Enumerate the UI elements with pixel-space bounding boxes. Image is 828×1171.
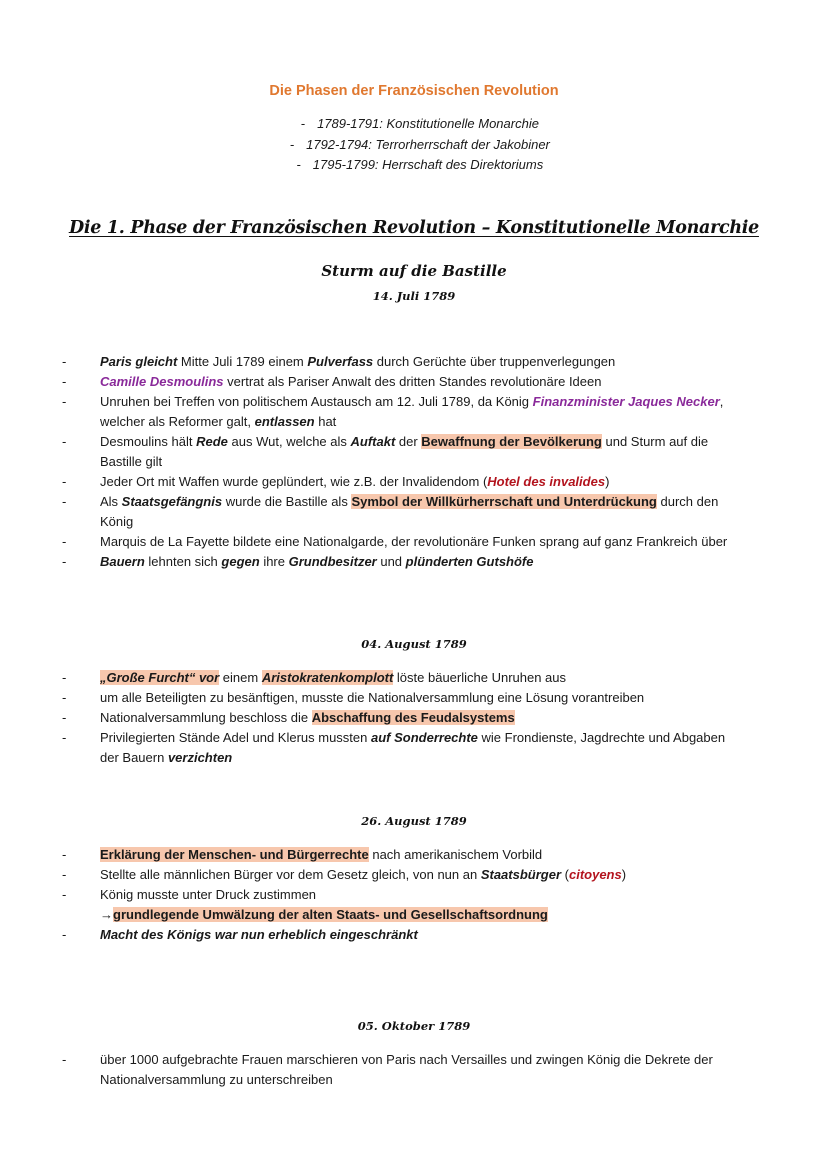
date-heading-october5: 05. Oktober 1789 bbox=[357, 1019, 471, 1033]
text-span: Bauern bbox=[100, 554, 145, 569]
phase-item bbox=[0, 155, 828, 176]
list-item bbox=[62, 885, 782, 925]
text-span: löste bäuerliche Unruhen aus bbox=[393, 670, 567, 685]
text-span: plünderten Gutshöfe bbox=[405, 554, 534, 569]
text-span: Pulverfass bbox=[307, 354, 374, 369]
text-span: 1789-1791: Konstitutionelle Monarchie bbox=[317, 116, 539, 131]
highlight: „Große Furcht“ vor bbox=[100, 670, 220, 685]
list-item bbox=[62, 668, 782, 688]
text-span: Finanzminister Jaques Necker bbox=[532, 394, 720, 409]
text-span: Paris gleicht bbox=[100, 354, 178, 369]
text-span: Rede bbox=[196, 434, 228, 449]
october5-bullet-list bbox=[62, 1050, 782, 1090]
bullet-dash: - bbox=[62, 730, 67, 745]
bullet-dash: - bbox=[62, 847, 67, 862]
text-span: Camille Desmoulins bbox=[100, 374, 224, 389]
text-span: der Bauern bbox=[100, 750, 168, 765]
list-item bbox=[62, 492, 782, 532]
list-item bbox=[62, 865, 782, 885]
text-span: gegen bbox=[221, 554, 260, 569]
text-span: Auftakt bbox=[350, 434, 396, 449]
text-span: Desmoulins hält bbox=[100, 434, 197, 449]
bullet-dash: - bbox=[62, 690, 67, 705]
text-span: 1792-1794: Terrorherrschaft der Jakobiner bbox=[306, 136, 550, 152]
bullet-dash: - bbox=[296, 157, 301, 172]
bullet-dash: - bbox=[62, 434, 67, 449]
date-heading-august4: 04. August 1789 bbox=[361, 637, 467, 651]
phase-item bbox=[0, 135, 828, 156]
text-span: Jeder Ort mit Waffen wurde geplündert, wie z.B. der Invalidendom ( bbox=[100, 474, 488, 489]
highlight: Abschaffung des Feudalsystems bbox=[311, 710, 515, 725]
text-span: Stellte alle männlichen Bürger vor dem Gesetz gleich, von nun an bbox=[100, 867, 481, 882]
highlight: Symbol der Willkürherrschaft und Unterdrückung bbox=[351, 494, 657, 509]
text-span: ) bbox=[621, 867, 627, 882]
bullet-dash: - bbox=[300, 116, 306, 131]
text-span: Nationalversammlung zu unterschreiben bbox=[100, 1072, 333, 1087]
text-span: einem bbox=[219, 670, 262, 685]
text-span: und Sturm auf die bbox=[601, 434, 709, 449]
text-span: lehnten sich bbox=[144, 554, 222, 569]
bullet-dash: - bbox=[62, 887, 67, 902]
text-span: Staatsbürger bbox=[480, 867, 562, 882]
august4-bullet-list bbox=[62, 668, 782, 768]
text-span: 1795-1799: Herrschaft des Direktoriums bbox=[312, 157, 544, 172]
text-span: durch Gerüchte über truppenverlegungen bbox=[373, 354, 616, 369]
text-span: welcher als Reformer galt, bbox=[100, 414, 255, 429]
text-span: citoyens bbox=[568, 867, 622, 882]
subsection-title-bastille: Sturm auf die Bastille bbox=[321, 262, 507, 280]
text-span: Nationalversammlung beschloss die bbox=[100, 710, 312, 725]
text-span: durch den bbox=[656, 494, 719, 509]
highlight: Erklärung der Menschen- und Bürgerrechte bbox=[100, 847, 369, 862]
document-title: Die Phasen der Französischen Revolution bbox=[269, 83, 559, 99]
august26-bullet-list bbox=[62, 845, 782, 945]
list-item bbox=[62, 372, 782, 392]
bullet-dash: - bbox=[62, 474, 67, 489]
text-span: der bbox=[395, 434, 422, 449]
text-span: Bastille gilt bbox=[100, 454, 163, 469]
phase-list bbox=[0, 114, 828, 176]
bullet-dash: - bbox=[62, 354, 67, 369]
bullet-dash: - bbox=[62, 394, 67, 409]
list-item bbox=[62, 392, 782, 432]
bullet-dash: - bbox=[289, 136, 295, 152]
list-item bbox=[62, 472, 782, 492]
text-span: über 1000 aufgebrachte Frauen marschieren von Paris nach Versailles und zwingen König die Dekrete der bbox=[100, 1052, 713, 1067]
text-span: vertrat als Pariser Anwalt des dritten Standes revolutionäre Ideen bbox=[223, 374, 602, 389]
bullet-dash: - bbox=[62, 554, 67, 569]
bullet-dash: - bbox=[62, 534, 67, 549]
section-title: Die 1. Phase der Französischen Revolution – Konstitutionelle Monarchie bbox=[69, 218, 759, 238]
text-span: Macht des Königs war nun erheblich eingeschränkt bbox=[100, 927, 418, 942]
list-item bbox=[62, 532, 782, 552]
text-span: Staatsgefängnis bbox=[121, 494, 223, 509]
text-span: und bbox=[376, 554, 406, 569]
bullet-dash: - bbox=[62, 670, 67, 685]
text-span: aus Wut, welche als bbox=[227, 434, 351, 449]
date-heading-august26: 26. August 1789 bbox=[361, 814, 467, 828]
bullet-dash: - bbox=[62, 494, 67, 509]
phase-item bbox=[0, 114, 828, 135]
list-item bbox=[62, 432, 782, 472]
text-span: hat bbox=[314, 414, 337, 429]
text-span: ( bbox=[561, 867, 569, 882]
text-span: Mitte Juli 1789 einem bbox=[177, 354, 308, 369]
text-span: auf Sonderrechte bbox=[371, 730, 478, 745]
list-item bbox=[62, 708, 782, 728]
text-span: um alle Beteiligten zu besänftigen, musste die Nationalversammlung eine Lösung vorantreiben bbox=[100, 690, 645, 705]
list-item bbox=[62, 352, 782, 372]
text-span: König bbox=[100, 514, 134, 529]
text-span: Marquis de La Fayette bildete eine Nationalgarde, der revolutionäre Funken sprang auf ganz Frankreich über bbox=[100, 534, 728, 549]
list-item bbox=[62, 688, 782, 708]
bullet-dash: - bbox=[62, 867, 67, 882]
text-span: Unruhen bei Treffen von politischem Austausch am 12. Juli 1789, da König bbox=[100, 394, 533, 409]
list-item bbox=[62, 925, 782, 945]
arrow-right-icon: → bbox=[100, 907, 113, 922]
list-item bbox=[62, 552, 782, 572]
text-span: wurde die Bastille als bbox=[222, 494, 352, 509]
text-span: , bbox=[719, 394, 724, 409]
bullet-dash: - bbox=[62, 1052, 67, 1067]
bullet-dash: - bbox=[62, 710, 67, 725]
text-span: ) bbox=[605, 474, 610, 489]
date-heading-july14: 14. Juli 1789 bbox=[372, 289, 456, 303]
list-item bbox=[62, 728, 782, 768]
highlight: Aristokratenkomplott bbox=[261, 670, 394, 685]
list-item bbox=[62, 1050, 782, 1090]
text-span: König musste unter Druck zustimmen bbox=[100, 887, 317, 902]
text-span: entlassen bbox=[254, 414, 315, 429]
highlight: grundlegende Umwälzung der alten Staats- und Gesellschaftsordnung bbox=[113, 907, 548, 922]
text-span: Als bbox=[100, 494, 122, 509]
list-item bbox=[62, 845, 782, 865]
bullet-dash: - bbox=[62, 374, 67, 389]
text-span: ihre bbox=[259, 554, 289, 569]
highlight: Bewaffnung der Bevölkerung bbox=[421, 434, 602, 449]
text-span: wie Frondienste, Jagdrechte und Abgaben bbox=[477, 730, 726, 745]
text-span: nach amerikanischem Vorbild bbox=[368, 847, 543, 862]
text-span: Hotel des invalides bbox=[487, 474, 606, 489]
text-span: Privilegierten Stände Adel und Klerus mussten bbox=[100, 730, 371, 745]
text-span: verzichten bbox=[167, 750, 233, 765]
text-span: Grundbesitzer bbox=[288, 554, 377, 569]
bullet-dash: - bbox=[62, 927, 67, 942]
bastille-bullet-list bbox=[62, 352, 782, 572]
